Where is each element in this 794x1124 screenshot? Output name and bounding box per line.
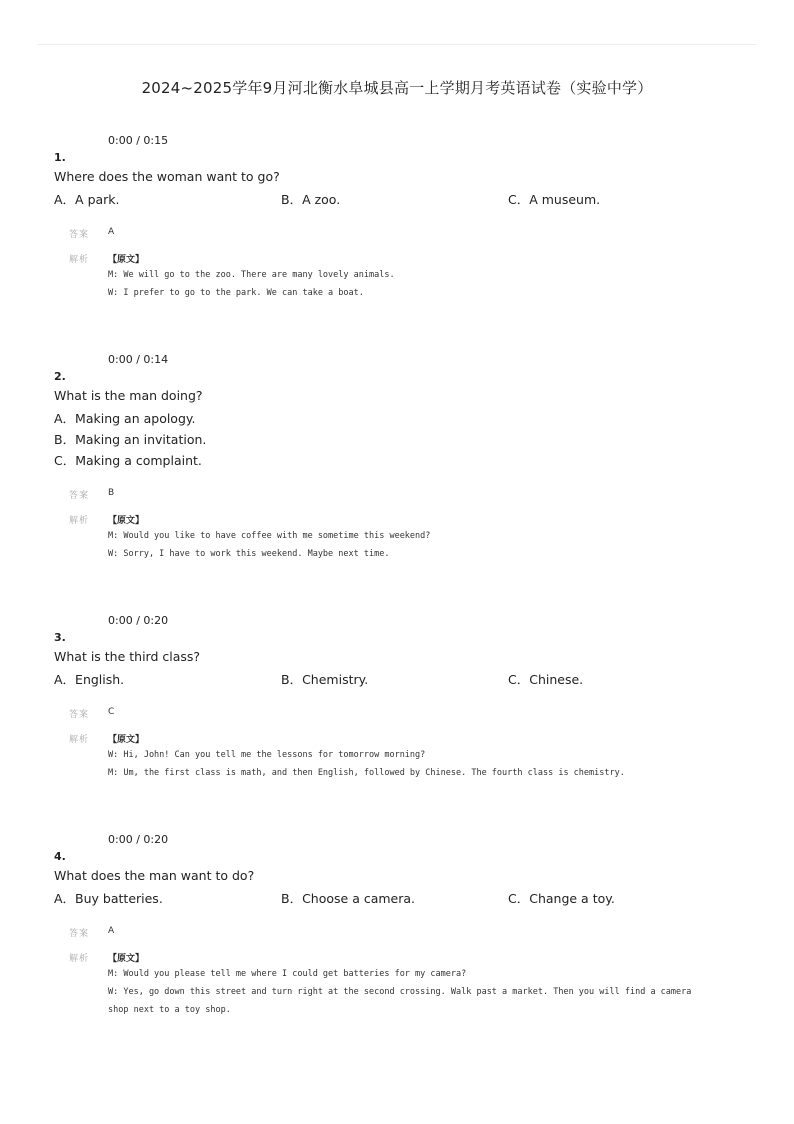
audio-player-4[interactable]: 0:00 / 0:20 (108, 833, 169, 846)
option-b-1: B．A zoo. (281, 192, 341, 207)
transcript-line-4-3: shop next to a toy shop. (108, 1005, 231, 1015)
option-b-4: B．Choose a camera. (281, 891, 416, 906)
transcript-line-4-2: W: Yes, go down this street and turn right at the second crossing. Walk past a market. Then you will find a camera (108, 987, 692, 997)
answer-label-3: 答案 (69, 710, 90, 720)
option-b-2: B．Making an invitation. (54, 432, 207, 447)
transcript-line-3-1: W: Hi, John! Can you tell me the lessons for tomorrow morning? (108, 750, 426, 760)
header-divider (38, 44, 756, 45)
transcript-heading-3: 【原文】 (108, 735, 145, 745)
answer-label-1: 答案 (69, 230, 90, 240)
answer-value-4: A (108, 926, 115, 936)
audio-player-2[interactable]: 0:00 / 0:14 (108, 353, 169, 366)
transcript-heading-4: 【原文】 (108, 954, 145, 964)
option-a-1: A．A park. (54, 192, 120, 207)
answer-value-1: A (108, 227, 115, 237)
option-a-4: A．Buy batteries. (54, 891, 163, 906)
transcript-line-1-1: M: We will go to the zoo. There are many lovely animals. (108, 270, 395, 280)
analysis-label-3: 解析 (69, 735, 90, 745)
transcript-heading-2: 【原文】 (108, 516, 145, 526)
transcript-line-2-1: M: Would you like to have coffee with me sometime this weekend? (108, 531, 431, 541)
answer-value-3: C (108, 707, 115, 717)
question-text-1: Where does the woman want to go? (54, 169, 280, 184)
transcript-heading-1: 【原文】 (108, 255, 145, 265)
option-c-1: C．A museum. (508, 192, 601, 207)
analysis-label-4: 解析 (69, 954, 90, 964)
answer-label-2: 答案 (69, 491, 90, 501)
option-b-3: B．Chemistry. (281, 672, 369, 687)
answer-value-2: B (108, 488, 115, 498)
transcript-line-4-1: M: Would you please tell me where I could get batteries for my camera? (108, 969, 467, 979)
transcript-line-1-2: W: I prefer to go to the park. We can take a boat. (108, 288, 364, 298)
question-number-3: 3. (54, 631, 66, 644)
transcript-line-2-2: W: Sorry, I have to work this weekend. Maybe next time. (108, 549, 390, 559)
question-number-1: 1. (54, 151, 66, 164)
option-c-3: C．Chinese. (508, 672, 584, 687)
audio-player-1[interactable]: 0:00 / 0:15 (108, 134, 169, 147)
transcript-line-3-2: M: Um, the first class is math, and then English, followed by Chinese. The fourth class is chemistry. (108, 768, 625, 778)
question-number-2: 2. (54, 370, 66, 383)
option-a-3: A．English. (54, 672, 125, 687)
page-title: 2024~2025学年9月河北衡水阜城县高一上学期月考英语试卷（实验中学） (141, 79, 653, 97)
option-c-4: C．Change a toy. (508, 891, 615, 906)
analysis-label-2: 解析 (69, 516, 90, 526)
option-a-2: A．Making an apology. (54, 411, 196, 426)
option-c-2: C．Making a complaint. (54, 453, 202, 468)
question-text-2: What is the man doing? (54, 388, 203, 403)
answer-label-4: 答案 (69, 929, 90, 939)
question-text-3: What is the third class? (54, 649, 201, 664)
analysis-label-1: 解析 (69, 255, 90, 265)
audio-player-3[interactable]: 0:00 / 0:20 (108, 614, 169, 627)
question-text-4: What does the man want to do? (54, 868, 255, 883)
question-number-4: 4. (54, 850, 66, 863)
